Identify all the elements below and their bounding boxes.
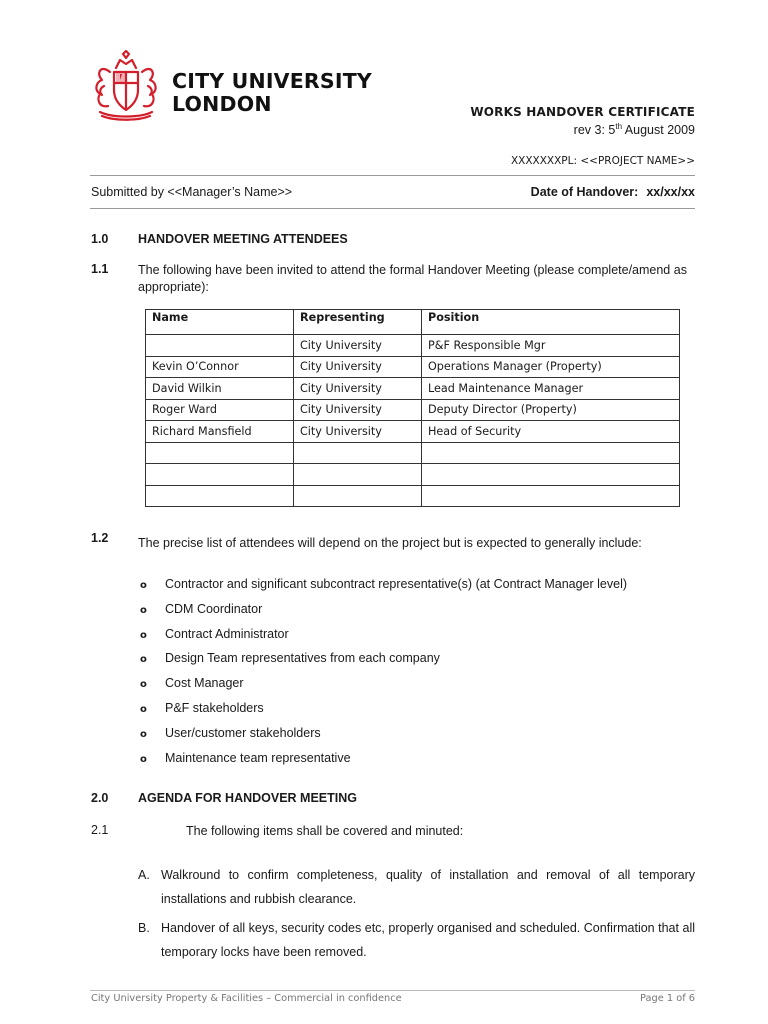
list-item	[138, 675, 627, 700]
column-header-representing: Representing	[294, 310, 422, 335]
cell-representing: City University	[294, 399, 422, 421]
bullet-marker: o	[140, 679, 147, 691]
cell-position: Head of Security	[422, 421, 680, 443]
submitted-divider	[90, 208, 695, 209]
bullet-marker: o	[140, 580, 147, 591]
cell-name: Roger Ward	[146, 399, 294, 421]
list-item-text: Cost Manager	[165, 676, 244, 691]
footer-divider	[90, 990, 695, 991]
cell-position: Lead Maintenance Manager	[422, 378, 680, 400]
bullet-marker: o	[140, 703, 147, 715]
paragraph-number: 2.1	[91, 823, 109, 837]
section-heading: AGENDA FOR HANDOVER MEETING	[138, 791, 357, 805]
cell-position: P&F Responsible Mgr	[422, 335, 680, 357]
date-of-handover-label: Date of Handover:	[530, 185, 639, 199]
table-row	[146, 485, 680, 507]
revision-line	[574, 122, 695, 137]
attendees-table	[145, 309, 680, 507]
table-row	[146, 399, 680, 421]
cell-name	[146, 442, 294, 464]
agenda-item-text: Handover of all keys, security codes etc, properly organised and scheduled. Confirmation that all temporary locks have been removed.	[161, 921, 695, 959]
paragraph-text: The following have been invited to attend the formal Handover Meeting (please complete/amend as appropriate):	[138, 263, 687, 294]
university-name-line2: LONDON	[172, 92, 272, 116]
submitted-by: Submitted by <<Manager’s Name>>	[91, 185, 293, 199]
university-name-line1: CITY UNIVERSITY	[172, 69, 372, 93]
table-row	[146, 378, 680, 400]
bullet-marker: o	[140, 753, 147, 765]
cell-position: Operations Manager (Property)	[422, 356, 680, 378]
cell-position	[422, 485, 680, 507]
cell-name: David Wilkin	[146, 378, 294, 400]
cell-name	[146, 335, 294, 357]
cell-name	[146, 485, 294, 507]
paragraph-number: 1.2	[91, 531, 109, 545]
agenda-item-letter: A.	[138, 868, 150, 882]
paragraph-number: 1.1	[91, 262, 109, 276]
list-item	[138, 601, 627, 626]
bullet-marker: o	[140, 728, 147, 740]
agenda-item	[138, 916, 695, 964]
date-of-handover	[531, 185, 695, 199]
column-header-position: Position	[422, 310, 680, 335]
section-heading: HANDOVER MEETING ATTENDEES	[138, 232, 348, 246]
date-of-handover-value: xx/xx/xx	[646, 185, 695, 199]
revision-suffix: August 2009	[622, 123, 695, 138]
list-item	[138, 626, 627, 651]
table-row	[146, 442, 680, 464]
cell-representing: City University	[294, 378, 422, 400]
list-item-text: P&F stakeholders	[165, 700, 264, 715]
cell-representing	[294, 485, 422, 507]
cell-name: Kevin O’Connor	[146, 356, 294, 378]
cell-position: Deputy Director (Property)	[422, 399, 680, 421]
table-row	[146, 356, 680, 378]
list-item	[138, 750, 627, 775]
list-item	[138, 650, 627, 675]
footer-page-number: Page 1 of 6	[640, 993, 695, 1004]
list-item-text: Contract Administrator	[165, 626, 289, 641]
bullet-marker: o	[140, 654, 147, 666]
agenda-item	[138, 863, 695, 911]
cell-representing: City University	[294, 356, 422, 378]
table-row	[146, 335, 680, 357]
section-number: 2.0	[91, 791, 109, 805]
cell-representing: City University	[294, 335, 422, 357]
cell-position	[422, 442, 680, 464]
list-item	[138, 725, 627, 750]
cell-representing	[294, 442, 422, 464]
project-reference: XXXXXXXPL: <<PROJECT NAME>>	[510, 155, 695, 167]
agenda-item-letter: B.	[138, 921, 150, 935]
section-number: 1.0	[91, 232, 109, 246]
paragraph-text: The following items shall be covered and minuted:	[186, 824, 464, 838]
list-item	[138, 700, 627, 725]
footer-confidentiality: City University Property & Facilities – Commercial in confidence	[91, 993, 402, 1004]
table-row	[146, 421, 680, 443]
table-row	[146, 464, 680, 486]
revision-superscript: th	[615, 122, 623, 131]
list-item	[138, 576, 627, 601]
cell-name	[146, 464, 294, 486]
cell-representing	[294, 464, 422, 486]
paragraph-text: The precise list of attendees will depend on the project but is expected to generally include:	[138, 536, 642, 550]
revision-prefix: rev 3: 5	[573, 123, 616, 138]
agenda-item-text: Walkround to confirm completeness, quality of installation and removal of all temporary installations and rubbish clearance.	[161, 868, 695, 906]
cell-representing: City University	[294, 421, 422, 443]
table-header-row	[146, 310, 680, 335]
list-item-text: Contractor and significant subcontract representative(s) (at Contract Manager level)	[165, 577, 628, 591]
bullet-marker: o	[140, 604, 147, 616]
list-item-text: Maintenance team representative	[165, 750, 351, 765]
cell-position	[422, 464, 680, 486]
header-divider	[90, 175, 695, 176]
certificate-title: WORKS HANDOVER CERTIFICATE	[470, 105, 695, 119]
city-university-crest-icon	[90, 50, 162, 122]
cell-name: Richard Mansfield	[146, 421, 294, 443]
column-header-name: Name	[146, 310, 294, 335]
list-item-text: Design Team representatives from each company	[165, 651, 440, 666]
bullet-marker: o	[140, 629, 147, 641]
list-item-text: User/customer stakeholders	[165, 725, 321, 740]
list-item-text: CDM Coordinator	[165, 601, 263, 616]
university-name	[172, 70, 372, 116]
attendee-bullet-list	[138, 576, 627, 774]
